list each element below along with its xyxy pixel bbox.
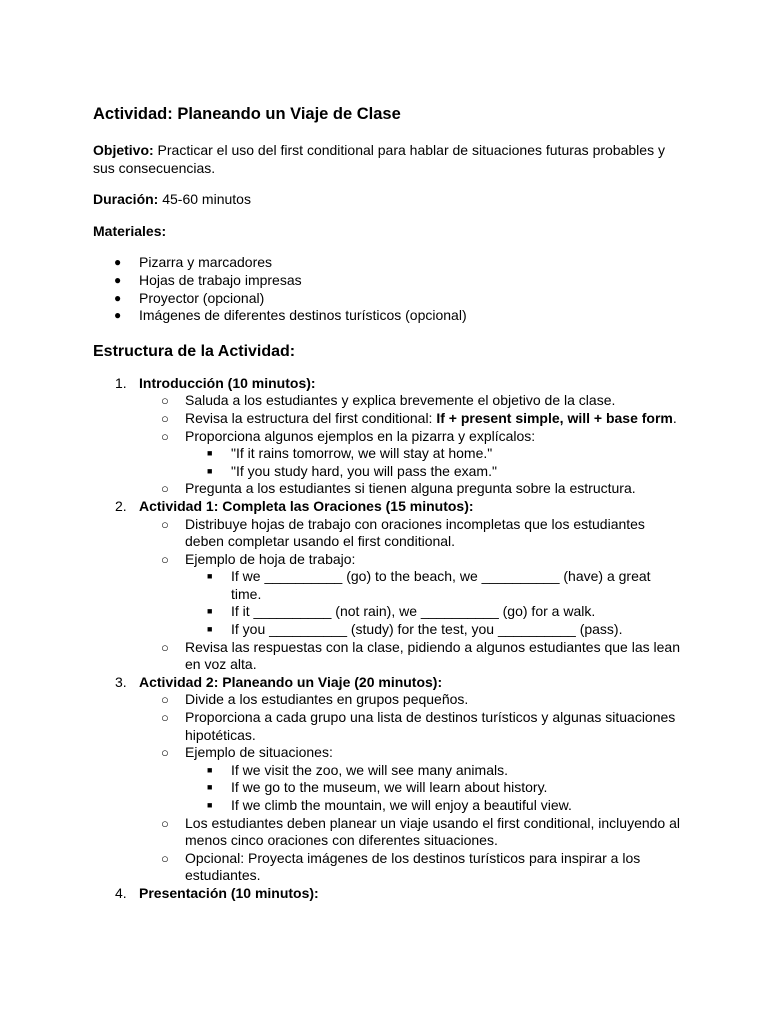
objetivo-paragraph	[93, 142, 683, 177]
section-number: 4.	[115, 884, 127, 901]
materiales-paragraph	[93, 223, 683, 241]
list-item: ● Hojas de trabajo impresas	[93, 272, 768, 290]
list-item: ● Proyector (opcional)	[93, 290, 768, 308]
example-item: ■ If we go to the museum, we will learn about history.	[185, 779, 683, 797]
list-item: ○ Pregunta a los estudiantes si tienen alguna pregunta sobre la estructura.	[139, 480, 683, 498]
objetivo-label: Objetivo:	[93, 142, 154, 158]
section-title: Introducción (10 minutos):	[139, 374, 316, 391]
section-number: 1.	[115, 374, 127, 391]
example-item: ■ If it __________ (not rain), we __________ (go) for a walk.	[185, 603, 683, 621]
example-item: ■ If we climb the mountain, we will enjoy a beautiful view.	[185, 797, 683, 815]
section-title: Actividad 2: Planeando un Viaje (20 minutos):	[139, 673, 443, 690]
item-suffix: .	[672, 409, 677, 426]
list-item	[139, 428, 683, 481]
example-item: ■ If we __________ (go) to the beach, we __________ (have) a great time.	[185, 568, 683, 603]
section-actividad-2	[93, 674, 683, 885]
list-item	[139, 410, 683, 428]
materiales-list	[93, 254, 768, 324]
duracion-label: Duración:	[93, 191, 159, 208]
list-item	[139, 551, 683, 639]
estructura-heading: Estructura de la Actividad:	[93, 342, 296, 360]
item-prefix: Revisa la estructura del first conditional:	[185, 409, 437, 426]
example-list	[185, 568, 683, 638]
list-item: ○ Opcional: Proyecta imágenes de los destinos turísticos para inspirar a los estudiantes.	[139, 850, 683, 885]
list-item: ● Imágenes de diferentes destinos turísticos (opcional)	[93, 307, 768, 325]
objetivo-text: Practicar el uso del first conditional para hablar de situaciones futuras probables y sus consecuencias.	[93, 142, 665, 176]
list-item: ○ Saluda a los estudiantes y explica brevemente el objetivo de la clase.	[139, 392, 683, 410]
section-presentacion	[93, 885, 683, 903]
sub-list	[139, 691, 683, 885]
document-title: Actividad: Planeando un Viaje de Clase	[93, 105, 401, 123]
item-bold: If + present simple, will + base form	[436, 409, 673, 426]
item-text: Ejemplo de hoja de trabajo:	[185, 550, 356, 567]
example-item: ■ If you __________ (study) for the test, you __________ (pass).	[185, 621, 683, 639]
list-item: ○ Los estudiantes deben planear un viaje usando el first conditional, incluyendo al menos cinco oraciones con diferentes situaciones.	[139, 815, 683, 850]
example-list	[185, 445, 683, 480]
section-actividad-1	[93, 498, 683, 674]
list-item: ○ Distribuye hojas de trabajo con oraciones incompletas que los estudiantes deben completar usando el first conditional.	[139, 516, 683, 551]
example-item: ■ "If it rains tomorrow, we will stay at home."	[185, 445, 683, 463]
list-item	[139, 744, 683, 814]
section-title: Actividad 1: Completa las Oraciones (15 minutos):	[139, 497, 474, 514]
duracion-text: 45-60 minutos	[158, 191, 251, 208]
list-item: ○ Revisa las respuestas con la clase, pidiendo a algunos estudiantes que las lean en voz alta.	[139, 639, 683, 674]
sub-list	[139, 392, 683, 498]
section-title: Presentación (10 minutos):	[139, 884, 319, 901]
example-item: ■ "If you study hard, you will pass the exam."	[185, 463, 683, 481]
materiales-label: Materiales:	[93, 222, 167, 239]
example-item: ■ If we visit the zoo, we will see many animals.	[185, 762, 683, 780]
list-item: ○ Divide a los estudiantes en grupos pequeños.	[139, 691, 683, 709]
example-list	[185, 762, 683, 815]
estructura-list	[93, 375, 768, 903]
item-text: Ejemplo de situaciones:	[185, 744, 333, 761]
section-introduccion	[93, 375, 683, 498]
list-item: ● Pizarra y marcadores	[93, 254, 768, 272]
item-text: Proporciona algunos ejemplos en la pizarra y explícalos:	[185, 427, 536, 444]
section-number: 2.	[115, 497, 127, 514]
sub-list	[139, 516, 683, 674]
section-number: 3.	[115, 673, 127, 690]
duracion-paragraph	[93, 191, 683, 209]
list-item: ○ Proporciona a cada grupo una lista de destinos turísticos y algunas situaciones hipotéticas.	[139, 709, 683, 744]
